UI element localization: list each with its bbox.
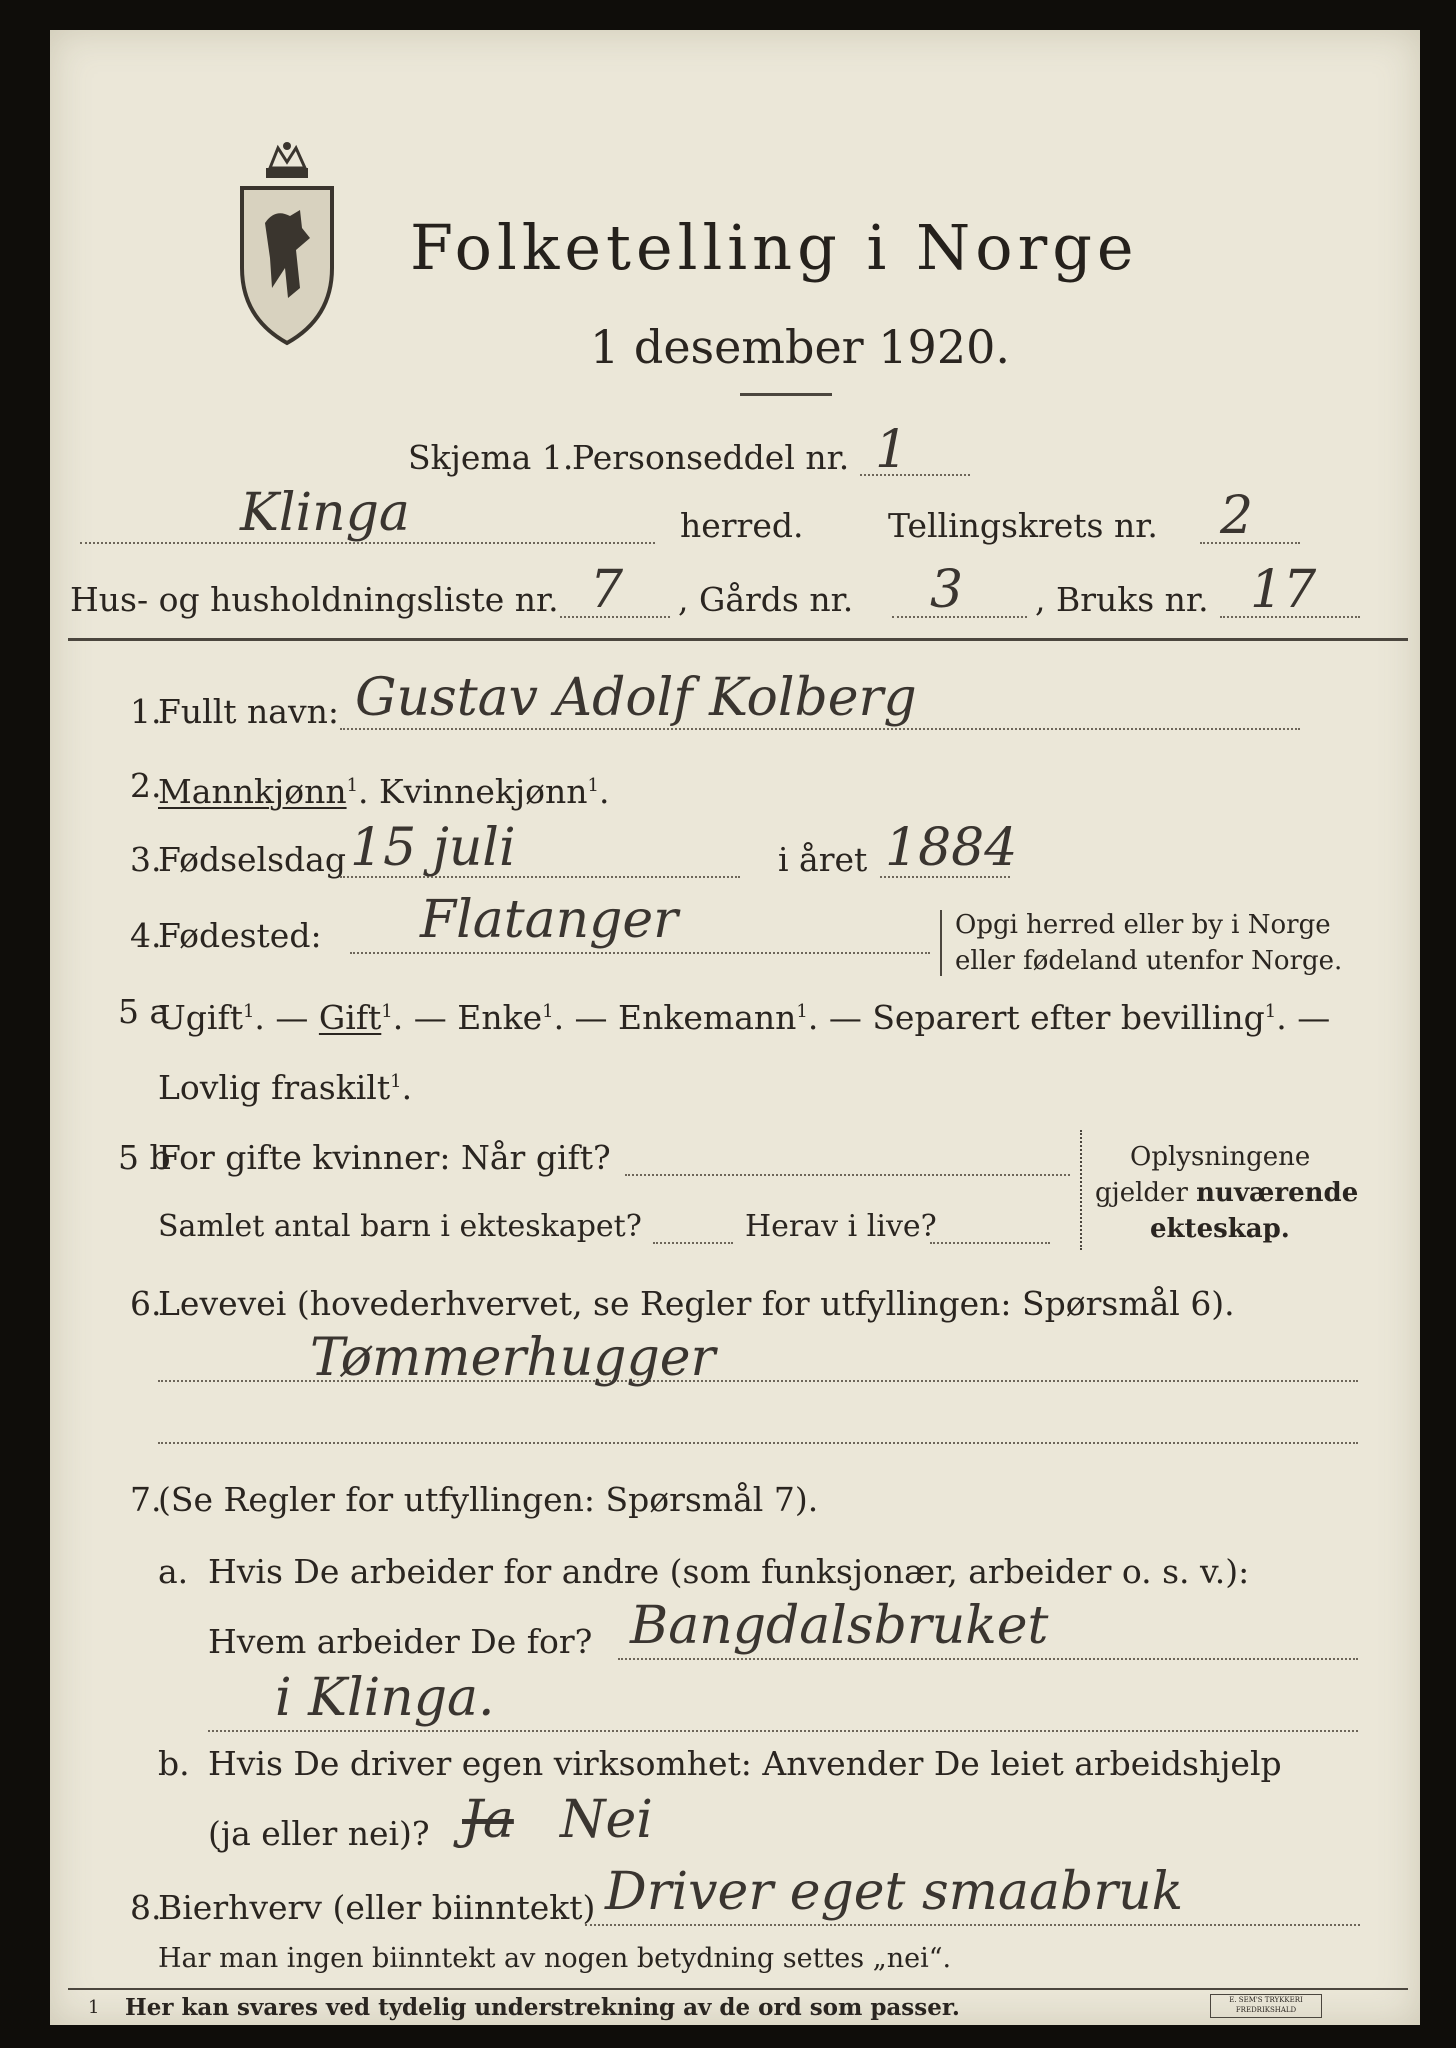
herred-value[interactable]: Klinga: [240, 483, 410, 543]
footer-rule: [68, 1988, 1408, 1990]
q7a-number: a.: [158, 1552, 189, 1591]
employer-value-line2[interactable]: i Klinga.: [275, 1668, 495, 1728]
birth-year-value[interactable]: 1884: [885, 818, 1018, 878]
q7-label: (Se Regler for utfyllingen: Spørsmål 7).: [158, 1480, 819, 1519]
marital-status-options: Ugift$^1$. — Gift$^1$. — Enke$^1$. — Enkemann$^1$. — Separert efter bevilling$^1$. —: [158, 998, 1331, 1037]
q8-number: 8.: [130, 1888, 162, 1927]
hus-label: Hus- og husholdningsliste nr.: [70, 580, 559, 619]
bruks-label: , Bruks nr.: [1035, 580, 1209, 619]
hired-help-struck-value: Ja: [462, 1790, 514, 1850]
hired-help-value[interactable]: Nei: [560, 1790, 653, 1850]
separert-option[interactable]: Separert efter bevilling: [872, 998, 1265, 1037]
title-divider: [740, 393, 832, 396]
q5b-number: 5 b: [118, 1138, 171, 1177]
q1-label: Fullt navn:: [158, 692, 339, 731]
marriage-note-1: Oplysningene: [1130, 1142, 1311, 1172]
bruks-value[interactable]: 17: [1250, 560, 1317, 620]
q7a-label: Hvis De arbeider for andre (som funksjonær, arbeider o. s. v.):: [208, 1552, 1250, 1591]
marriage-note-2: gjelder nuværende: [1095, 1178, 1359, 1208]
sex-options: Mannkjønn$^1$. Kvinnekjønn$^1$.: [158, 772, 610, 811]
side-income-label: Bierhverv (eller biinntekt): [158, 1888, 596, 1927]
enke-option[interactable]: Enke: [457, 998, 543, 1037]
gards-value[interactable]: 3: [930, 560, 964, 620]
printer-stamp: E. SEM'S TRYKKERI FREDRIKSHALD: [1210, 1994, 1322, 2018]
gift-option[interactable]: Gift: [318, 998, 382, 1037]
birthplace-value[interactable]: Flatanger: [420, 890, 679, 950]
fraskilt-option[interactable]: Lovlig fraskilt: [158, 1068, 391, 1107]
children-alive-label: Herav i live?: [745, 1209, 937, 1244]
side-income-value[interactable]: Driver eget smaabruk: [605, 1862, 1184, 1922]
coat-of-arms-icon: [230, 138, 345, 348]
q7-number: 7.: [130, 1480, 162, 1519]
q3-number: 3.: [130, 840, 162, 879]
tellingskrets-value[interactable]: 2: [1220, 486, 1254, 546]
census-date: 1 desember 1920.: [590, 320, 1010, 374]
birthplace-note-1: Opgi herred eller by i Norge: [955, 910, 1331, 940]
birthplace-note-2: eller fødeland utenfor Norge.: [955, 946, 1343, 976]
occupation-label: Levevei (hovederhvervet, se Regler for utfyllingen: Spørsmål 6).: [158, 1284, 1235, 1323]
form-title: Folketelling i Norge: [410, 211, 1139, 284]
q1-number: 1.: [130, 692, 162, 731]
children-total-label: Samlet antal barn i ekteskapet?: [158, 1209, 642, 1244]
male-option[interactable]: Mannkjønn: [158, 772, 347, 811]
q7b-label: Hvis De driver egen virksomhet: Anvender De leiet arbeidshjelp: [208, 1744, 1282, 1783]
herred-label: herred.: [680, 506, 804, 545]
married-when-label: For gifte kvinner: Når gift?: [158, 1138, 611, 1177]
full-name-value[interactable]: Gustav Adolf Kolberg: [355, 668, 917, 728]
q6-number: 6.: [130, 1284, 162, 1323]
fraskilt-line: Lovlig fraskilt$^1$.: [158, 1068, 413, 1107]
hired-help-label: (ja eller nei)?: [208, 1814, 430, 1853]
female-option[interactable]: Kvinnekjønn: [379, 772, 588, 811]
employer-value-line1[interactable]: Bangdalsbruket: [630, 1596, 1049, 1656]
gards-label: , Gårds nr.: [678, 580, 854, 619]
personseddel-value[interactable]: 1: [875, 420, 909, 480]
footnote-text: Her kan svares ved tydelig understrekning av de ord som passer.: [125, 1994, 960, 2021]
birthdate-label: Fødselsdag: [158, 840, 346, 879]
skjema-label: Skjema 1.: [408, 438, 574, 477]
tellingskrets-label: Tellingskrets nr.: [888, 506, 1158, 545]
birth-year-label: i året: [778, 840, 868, 879]
side-income-note: Har man ingen biinntekt av nogen betydning settes „nei“.: [158, 1943, 952, 1974]
ugift-option[interactable]: Ugift: [158, 998, 243, 1037]
footnote-number: 1: [88, 1997, 100, 2018]
header-rule: [68, 638, 1408, 641]
personseddel-label: Personseddel nr.: [572, 438, 850, 477]
enkemann-option[interactable]: Enkemann: [618, 998, 797, 1037]
q7b-number: b.: [158, 1744, 190, 1783]
q2-number: 2.: [130, 766, 162, 805]
employer-label: Hvem arbeider De for?: [208, 1622, 593, 1661]
q5a-number: 5 a: [118, 992, 170, 1031]
census-form: [50, 30, 1420, 2025]
hus-value[interactable]: 7: [590, 560, 624, 620]
occupation-value[interactable]: Tømmerhugger: [310, 1328, 716, 1388]
marriage-note-3: ekteskap.: [1150, 1214, 1290, 1244]
birthdate-value[interactable]: 15 juli: [350, 818, 516, 878]
birthplace-label: Fødested:: [158, 916, 322, 955]
q4-number: 4.: [130, 916, 162, 955]
